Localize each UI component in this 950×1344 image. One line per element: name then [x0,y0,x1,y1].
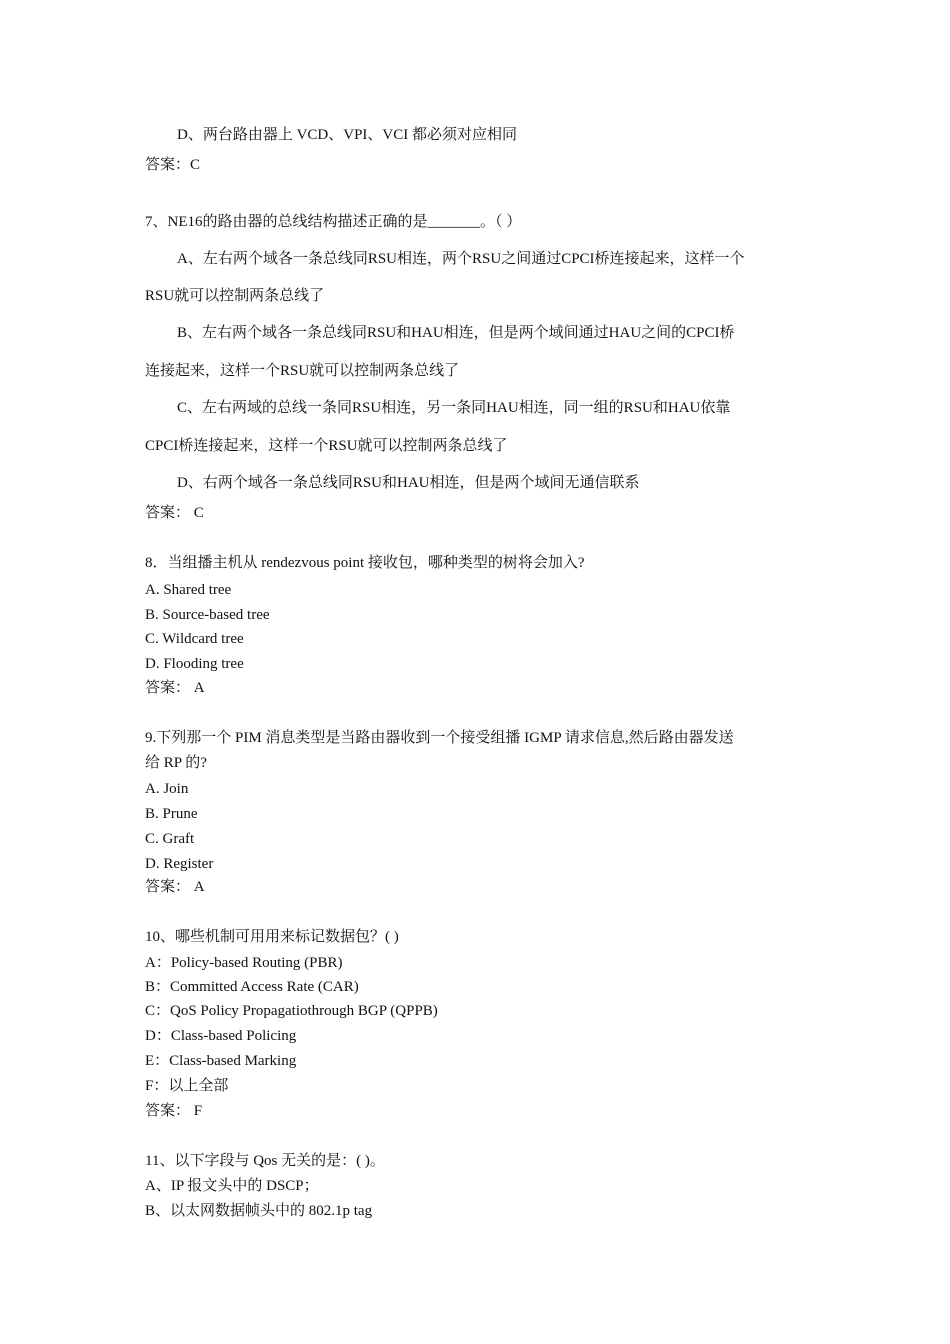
q10-option-b: B：Committed Access Rate (CAR) [145,979,359,995]
q7-option-c-line1: C、左右两域的总线一条同RSU相连，另一条同HAU相连，同一组的RSU和HAU依靠 [177,400,731,416]
q8-option-a: A. Shared tree [145,582,232,598]
q9-option-c: C. Graft [145,831,195,847]
q10-option-e: E：Class-based Marking [145,1053,297,1069]
q7-question: 7、NE16的路由器的总线结构描述正确的是_______。（ ） [145,214,522,230]
q11-question: 11、以下字段与 Qos 无关的是：( )。 [145,1153,385,1169]
q7-answer: 答案： C [145,505,204,521]
q7-option-a-line1: A、左右两个域各一条总线同RSU相连，两个RSU之间通过CPCI桥连接起来，这样一个 [177,251,745,267]
q9-answer: 答案： A [145,879,205,895]
q10-question: 10、哪些机制可用用来标记数据包？( ) [145,929,399,945]
q7-option-d: D、右两个域各一条总线同RSU和HAU相连，但是两个域间无通信联系 [177,475,640,491]
q8-option-d: D. Flooding tree [145,656,244,672]
q10-option-f: F：以上全部 [145,1078,229,1094]
q9-option-d: D. Register [145,856,214,872]
q10-option-d: D：Class-based Policing [145,1028,297,1044]
q10-answer: 答案： F [145,1103,203,1119]
q8-option-b: B. Source-based tree [145,607,270,623]
q6-answer: 答案：C [145,157,201,173]
q7-option-b-line1: B、左右两个域各一条总线同RSU和HAU相连，但是两个域间通过HAU之间的CPCI桥 [177,325,735,341]
q7-option-c-line2: CPCI桥连接起来，这样一个RSU就可以控制两条总线了 [145,438,508,454]
q10-option-c: C：QoS Policy Propagatiothrough BGP (QPPB) [145,1003,438,1019]
q9-option-a: A. Join [145,781,189,797]
q11-option-a: A、IP 报文头中的 DSCP； [145,1178,319,1194]
q6-option-d: D、两台路由器上 VCD、VPI、VCI 都必须对应相同 [177,127,518,143]
q11-option-b: B、以太网数据帧头中的 802.1p tag [145,1203,373,1219]
q8-answer: 答案： A [145,680,205,696]
q8-question: 8．当组播主机从 rendezvous point 接收包，哪种类型的树将会加入? [145,555,585,571]
q9-option-b: B. Prune [145,806,198,822]
q10-option-a: A：Policy-based Routing (PBR) [145,955,343,971]
q7-option-a-line2: RSU就可以控制两条总线了 [145,288,325,304]
q9-question-line2: 给 RP 的? [145,755,207,771]
q7-option-b-line2: 连接起来，这样一个RSU就可以控制两条总线了 [145,363,460,379]
q9-question-line1: 9.下列那一个 PIM 消息类型是当路由器收到一个接受组播 IGMP 请求信息,然后路由器发送 [145,730,734,746]
q8-option-c: C. Wildcard tree [145,631,244,647]
